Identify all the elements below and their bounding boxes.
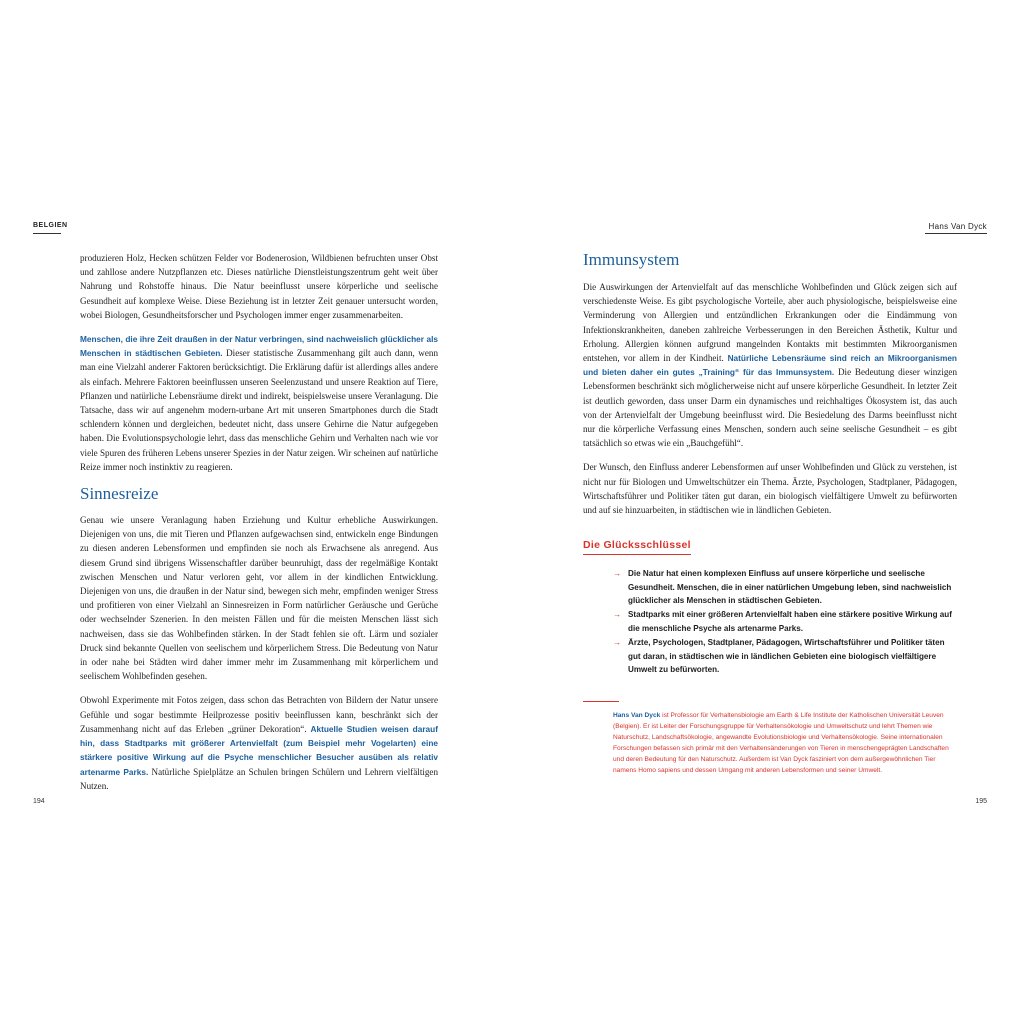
paragraph: [583, 280, 957, 450]
key-points-list: [583, 567, 957, 676]
arrow-right-icon: →: [613, 610, 622, 620]
paragraph-text: Genau wie unsere Veranlagung haben Erziehung und Kultur erhebliche Auswirkungen. Diejenigen von uns, die mit Tieren und Pflanzen aufgewachsen sind, entwickeln enge Bindungen zu diesen anderen Lebensformen und empfinden sie noch als Erwachsene als anregend. Aus diesem Grund sind übrigens Wissenschaftler darüber beunruhigt, dass der regelmäßige Kontakt zwischen Menschen und Natur verloren geht, vor allem in der kindlichen Entwicklung. Diejenigen von uns, die draußen in der Natur sind, bewegen sich mehr, empfinden weniger Stress und profitieren von einer Vielzahl an Sinnesreizen in Form natürlicher Geräusche und Gerüche oder wechselnder Szenerien. In den meisten Fällen und für die meisten Menschen lässt sich nachweisen, dass sie das Wohlbefinden stärken. In der Stadt fehlen sie oft. Lärm und sozialer Druck sind bekannte Quellen von seelischem und körperlichem Stress. Die Bedeutung von Natur in oder nahe bei Städten wird daher immer mehr im Zusammenhang mit körperlichem und seelischem Wohlbefinden gesehen.: [80, 515, 438, 682]
arrow-right-icon: →: [613, 638, 622, 648]
paragraph-text: Die Auswirkungen der Artenvielfalt auf das menschliche Wohlbefinden und Glück zeigen sich auf verschiedenste Weise. Es gibt psychologische Vorteile, aber auch physiologische, beispielsweise eine Verminderung von Allergien und entzündlichen Erkrankungen oder die Eindämmung von Infektionskrankheiten, daneben zahlreiche Verbesserungen in den Bereichen Ästhetik, Kultur und Erholung. Allergien können aufgrund mangelnden Kontakts mit bestimmten Mikroorganismen entstehen, vor allem in der Kindheit.: [583, 282, 957, 364]
right-text-column: [583, 250, 957, 776]
paragraph: [80, 513, 438, 683]
key-point: [613, 608, 957, 635]
author-name: Hans Van Dyck: [613, 711, 661, 719]
highlight-text: Natürliche Lebensräume sind reich an Mikroorganismen und bieten daher ein gutes „Training“ für das Immunsystem.: [583, 353, 957, 378]
key-points-heading: Die Glücksschlüssel: [583, 539, 691, 555]
key-point-text: Stadtparks mit einer größeren Artenvielfalt haben eine stärkere positive Wirkung auf die menschliche Psyche als artenarme Parks.: [628, 610, 952, 633]
paragraph-text: Der Wunsch, den Einfluss anderer Lebensformen auf unser Wohlbefinden und Glück zu verstehen, ist nicht nur für Biologen und Umweltschützer ein Thema. Ärzte, Psychologen, Stadtplaner, Pädagogen, Wirtschaftsführer und Politiker täten gut daran, ein biologisch vielfältigere Umwelt zu befürworten und auf sie hinzuarbeiten, in städtischen wie in ländlichen Gebieten.: [583, 462, 957, 516]
right-page: [512, 0, 1024, 1024]
key-point-text: Die Natur hat einen komplexen Einfluss auf unsere körperliche und seelische Gesundheit. Menschen, die in einer natürlichen Umgebung leben, sind nachweislich glücklicher als Menschen in städtischen Gebieten.: [628, 569, 952, 606]
page-number-left: 194: [33, 798, 45, 805]
author-bio-text: ist Professor für Verhaltensbiologie am Earth & Life Institute der Katholischen Universität Leuven (Belgien). Er ist Leiter der Forschungsgruppe für Verhaltensökologie und Umweltschutz und lehrt Themen wie Naturschutz, Landschaftsökologie, angewandte Evolutionsbiologie und Verhaltensökologie. Seine internationalen Forschungen befassen sich primär mit den Verhaltensänderungen von Tieren in menschengeprägten Landschaften und deren Bedeutung für den Naturschutz. Außerdem ist Van Dyck fasziniert von dem außergewöhnlichen Tier namens Homo sapiens und dessen Umgang mit anderen Lebensformen und seiner Umwelt.: [613, 711, 949, 774]
section-heading-sinnesreize: Sinnesreize: [80, 484, 159, 504]
bio-divider: [583, 701, 619, 702]
page-number-right: 195: [975, 798, 987, 805]
running-head-rule-right: [925, 233, 987, 234]
highlight-text: Menschen, die ihre Zeit draußen in der Natur verbringen, sind nachweislich glücklicher als Menschen in städtischen Gebieten.: [80, 334, 438, 359]
key-point-text: Ärzte, Psychologen, Stadtplaner, Pädagogen, Wirtschaftsführer und Politiker täten gut daran, in städtischen wie in ländlichen Gebieten eine biologisch vielfältigere Umwelt zu befürworten.: [628, 638, 945, 675]
paragraph-text: Obwohl Experimente mit Fotos zeigen, dass schon das Betrachten von Bildern der Natur unsere Gefühle und sogar bestimmte Heilprozesse positiv beeinflussen kann, beschränkt sich der Zusammenhang nicht auf das Erleben „grüner Dekoration“.: [80, 695, 438, 734]
running-head-rule-left: [33, 233, 61, 234]
section-heading-immunsystem: Immunsystem: [583, 250, 680, 269]
paragraph-text: produzieren Holz, Hecken schützen Felder vor Bodenerosion, Wildbienen befruchten unser Obst und zahllose andere Nutzpflanzen etc. Dieses natürliche Dienstleistungszentrum geht weit über Nahrung und Rohstoffe hinaus. Die Natur beeinflusst unsere körperliche und seelische Gesundheit auf komplexe Weise. Diese Beziehung ist in letzter Zeit genauer untersucht worden, wobei Biologen, Gesundheitsforscher und Psychologen immer enger zusammenarbeiten.: [80, 253, 438, 320]
author-bio: [583, 710, 957, 776]
highlight-text: Aktuelle Studien weisen darauf hin, dass Stadtparks mit größerer Artenvielfalt (zum Beispiel mehr Vogelarten) eine stärkere positive Wirkung auf die Psyche menschlicher Besucher ausüben als relativ artenarme Parks.: [80, 723, 438, 777]
paragraph: [80, 332, 438, 474]
paragraph-text: Dieser statistische Zusammenhang gilt auch dann, wenn man eine Vielzahl anderer Faktoren berücksichtigt. Die Erklärung dafür ist allerdings alles andere als einfach. Mehrere Faktoren beeinflussen unseren Seelenzustand und unsere Reaktion auf Tiere, Pflanzen und natürliche Lebensräume direkt und indirekt, beispielsweise unsere Veranlagung. Die Tatsache, dass wir auf angenehm modern-urbane Art mit unseren Smartphones durch die Stadt schlendern können und dergleichen, bedeutet nicht, dass unsere Gehirne die Natur aufgegeben haben. Die Evolutionspsychologie lehrt, dass das menschliche Gehirn und Verhalten nach wie vor viele Spuren des früheren Lebens unserer Spezies in der Natur zeigen. Wir scheinen auf natürliche Reize immer noch instinktiv zu reagieren.: [80, 348, 439, 472]
key-point: [613, 567, 957, 607]
left-text-column: [80, 251, 438, 803]
key-point: [613, 636, 957, 676]
paragraph-text: Die Bedeutung dieser winzigen Lebensformen beschränkt sich möglicherweise nicht auf unsere körperliche Gesundheit. In letzter Zeit ist deutlich geworden, dass unser Darm ein dynamisches und reichhaltiges Ökosystem ist, das auch von der Artenvielfalt der Umgebung beeinflusst wird. Die Besiedelung des Darms beeinflusst nicht nur die körperliche Verfassung eines Menschen, sondern auch seine seelische Gesundheit – es gibt tatsächlich so etwas wie ein „Bauchgefühl“.: [583, 367, 957, 449]
paragraph: [80, 251, 438, 322]
running-head-left: BELGIEN: [33, 222, 68, 229]
paragraph: [583, 460, 957, 517]
paragraph: [80, 693, 438, 792]
arrow-right-icon: →: [613, 569, 622, 579]
paragraph-text: Natürliche Spielplätze an Schulen bringen Schülern und Lehrern vielfältigen Nutzen.: [80, 766, 439, 791]
running-head-right: Hans Van Dyck: [928, 222, 987, 231]
